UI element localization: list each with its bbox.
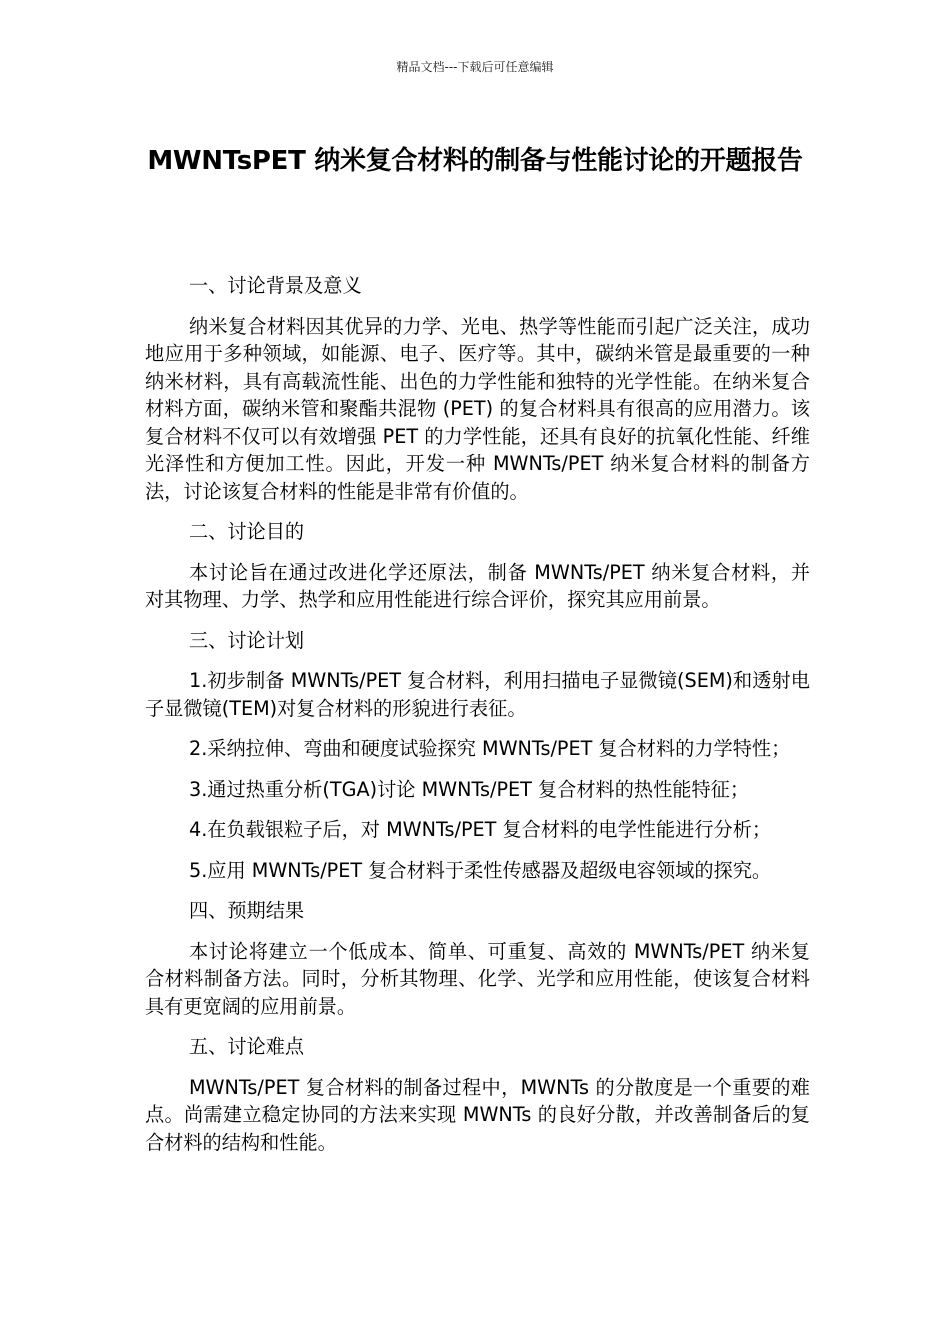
- section-heading-plan: 三、讨论计划: [189, 628, 305, 652]
- paragraph-difficulties: MWNTs/PET 复合材料的制备过程中，MWNTs 的分散度是一个重要的难点。尚需建立稳定协同的方法来实现 MWNTs 的良好分散，并改善制备后的复合材料的结构和性能。: [145, 1075, 810, 1154]
- paragraph-background: 纳米复合材料因其优异的力学、光电、热学等性能而引起广泛关注，成功地应用于多种领域，如能源、电子、医疗等。其中，碳纳米管是最重要的一种纳米材料，具有高载流性能、出色的力学性能和独特的光学性能。在纳米复合材料方面，碳纳米管和聚酯共混物 (PET) 的复合材料具有很高的应用潜力。该复合材料不仅可以有效增强 PET 的力学性能，还具有良好的抗氧化性能、纤维光泽性和方便加工性。因此，开发一种 MWNTs/PET 纳米复合材料的制备方法，讨论该复合材料的性能是非常有价值的。: [145, 314, 810, 503]
- section-heading-background: 一、讨论背景及意义: [189, 274, 362, 297]
- plan-item-5: 5.应用 MWNTs/PET 复合材料于柔性传感器及超级电容领域的探究。: [189, 858, 772, 882]
- section-heading-difficulties: 五、讨论难点: [189, 1035, 305, 1058]
- section-heading-purpose: 二、讨论目的: [189, 520, 305, 543]
- document-title: MWNTsPET 纳米复合材料的制备与性能讨论的开题报告: [147, 146, 803, 176]
- plan-item-4: 4.在负载银粒子后，对 MWNTs/PET 复合材料的电学性能进行分析；: [189, 818, 772, 841]
- plan-item-1: 1.初步制备 MWNTs/PET 复合材料，利用扫描电子显微镜(SEM)和透射电子显微镜(TEM)对复合材料的形貌进行表征。: [145, 669, 810, 720]
- plan-item-3: 3.通过热重分析(TGA)讨论 MWNTs/PET 复合材料的热性能特征；: [189, 777, 750, 801]
- plan-item-2: 2.采纳拉伸、弯曲和硬度试验探究 MWNTs/PET 复合材料的力学特性；: [189, 737, 791, 760]
- paragraph-purpose: 本讨论旨在通过改进化学还原法，制备 MWNTs/PET 纳米复合材料，并对其物理、力学、热学和应用性能进行综合评价，探究其应用前景。: [145, 560, 810, 611]
- paragraph-expected-results: 本讨论将建立一个低成本、简单、可重复、高效的 MWNTs/PET 纳米复合材料制备方法。同时，分析其物理、化学、光学和应用性能，使该复合材料具有更宽阔的应用前景。: [145, 939, 810, 1018]
- document-body: [145, 272, 810, 1169]
- header-note: 精品文档---下载后可任意编辑: [396, 60, 554, 74]
- section-heading-expected-results: 四、预期结果: [189, 899, 305, 922]
